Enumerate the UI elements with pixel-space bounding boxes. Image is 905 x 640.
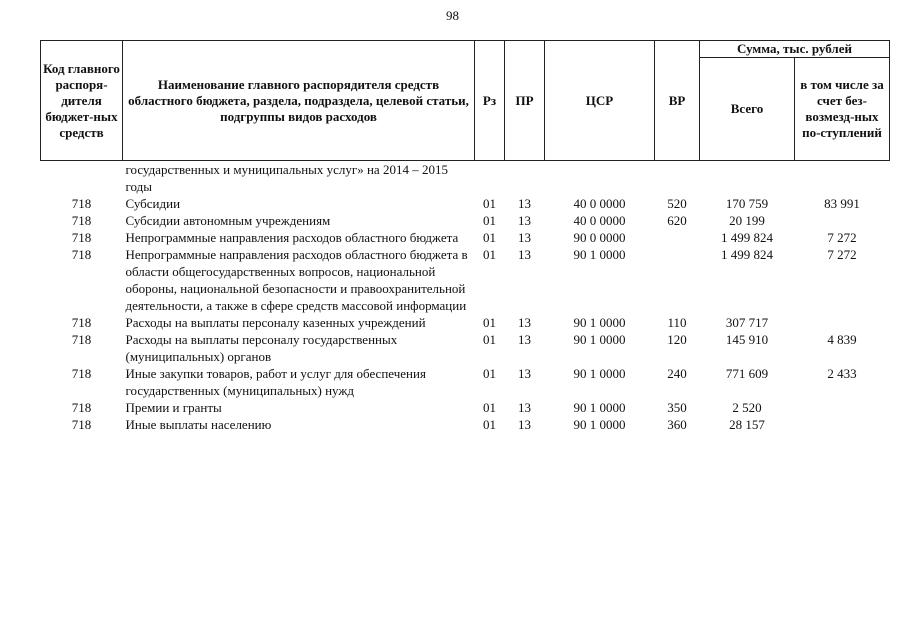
cell-free [795,416,890,433]
cell-name: Субсидии автономным учреждениям [125,213,331,228]
cell-name: Субсидии [125,196,181,211]
cell-total: 20 199 [729,213,765,228]
cell-name: государственных и муниципальных услуг» на 2014 – 2015 годы [125,162,448,194]
cell-name: Непрограммные направления расходов областного бюджета [125,230,459,245]
header-csr: ЦСР [545,41,655,161]
cell-csr [545,161,655,196]
cell-vr: 110 [667,315,687,330]
cell-code: 718 [71,332,92,347]
header-rz: Рз [475,41,505,161]
cell-vr: 120 [667,332,687,347]
cell-csr: 90 0 0000 [573,230,626,245]
header-sum: Сумма, тыс. рублей [700,41,890,58]
cell-vr [655,246,700,314]
cell-csr: 40 0 0000 [573,196,626,211]
cell-code: 718 [71,366,92,381]
cell-pr: 13 [518,315,531,330]
cell-pr: 13 [518,213,531,228]
cell-name: Расходы на выплаты персоналу казенных учреждений [125,315,426,330]
cell-pr: 13 [518,366,531,381]
cell-rz [475,161,505,196]
cell-free [795,212,890,229]
cell-pr: 13 [518,230,531,245]
cell-pr: 13 [518,400,531,415]
cell-free: 7 272 [827,247,857,262]
cell-name: Иные закупки товаров, работ и услуг для обеспечения государственных (муниципальных) нужд [125,366,426,398]
cell-code: 718 [71,417,92,432]
cell-code: 718 [71,213,92,228]
cell-total [700,161,795,196]
cell-csr: 90 1 0000 [573,417,626,432]
table-row [41,212,890,229]
cell-name: Непрограммные направления расходов областного бюджета в области общегосударственных вопросов, национальной обороны, национальной безопасности и правоохранительной деятельности, а также в сфере средств массовой информации [125,247,468,313]
cell-rz: 01 [483,213,496,228]
page-number: 98 [446,8,459,23]
header-name: Наименование главного распорядителя средств областного бюджета, раздела, подраздела, целевой статьи, подгруппы видов расходов [123,41,475,161]
cell-total: 145 910 [725,332,769,347]
cell-vr: 240 [667,366,687,381]
cell-rz: 01 [483,315,496,330]
cell-csr: 90 1 0000 [573,247,626,262]
cell-free: 7 272 [827,230,857,245]
cell-pr: 13 [518,196,531,211]
cell-code: 718 [71,230,92,245]
cell-free [795,314,890,331]
cell-csr: 90 1 0000 [573,332,626,347]
cell-total: 1 499 824 [721,247,773,262]
cell-code: 718 [71,196,92,211]
cell-rz: 01 [483,400,496,415]
cell-total: 1 499 824 [721,230,773,245]
cell-vr [655,229,700,246]
cell-total: 771 609 [725,366,769,381]
table-row [41,195,890,212]
cell-free [795,161,890,196]
cell-vr: 520 [667,196,687,211]
header-total: Всего [700,58,795,161]
cell-free: 83 991 [824,196,860,211]
cell-rz: 01 [483,332,496,347]
cell-name: Премии и гранты [125,400,222,415]
header-vr: ВР [655,41,700,161]
table-row [41,314,890,331]
cell-vr: 360 [667,417,687,432]
cell-code: 718 [71,400,92,415]
cell-pr: 13 [518,247,531,262]
cell-rz: 01 [483,230,496,245]
cell-code: 718 [71,247,92,262]
header-pr: ПР [505,41,545,161]
cell-pr: 13 [518,417,531,432]
cell-total: 2 520 [732,400,762,415]
table-header [41,41,890,161]
cell-vr: 620 [667,213,687,228]
cell-csr: 90 1 0000 [573,315,626,330]
cell-csr: 90 1 0000 [573,400,626,415]
cell-code [41,161,123,196]
cell-rz: 01 [483,247,496,262]
cell-name: Расходы на выплаты персоналу государственных (муниципальных) органов [125,332,398,364]
cell-total: 307 717 [725,315,769,330]
header-code: Код главного распоря-дителя бюджет-ных средств [41,41,123,161]
cell-pr: 13 [518,332,531,347]
table-row [41,246,890,314]
cell-total: 170 759 [725,196,769,211]
cell-csr: 40 0 0000 [573,213,626,228]
table-row [41,416,890,433]
cell-total: 28 157 [729,417,765,432]
cell-free [795,399,890,416]
cell-name: Иные выплаты населению [125,417,272,432]
table-body [41,161,890,434]
cell-csr: 90 1 0000 [573,366,626,381]
header-free: в том числе за счет без-возмезд-ных по-ступлений [795,58,890,161]
budget-table [40,40,890,433]
table-row [41,161,890,196]
cell-rz: 01 [483,196,496,211]
cell-vr [655,161,700,196]
table-row [41,229,890,246]
table-row [41,399,890,416]
cell-rz: 01 [483,366,496,381]
cell-rz: 01 [483,417,496,432]
cell-pr [505,161,545,196]
cell-free: 2 433 [827,366,857,381]
table-row [41,331,890,365]
cell-code: 718 [71,315,92,330]
cell-free: 4 839 [827,332,857,347]
cell-vr: 350 [667,400,687,415]
table-row [41,365,890,399]
